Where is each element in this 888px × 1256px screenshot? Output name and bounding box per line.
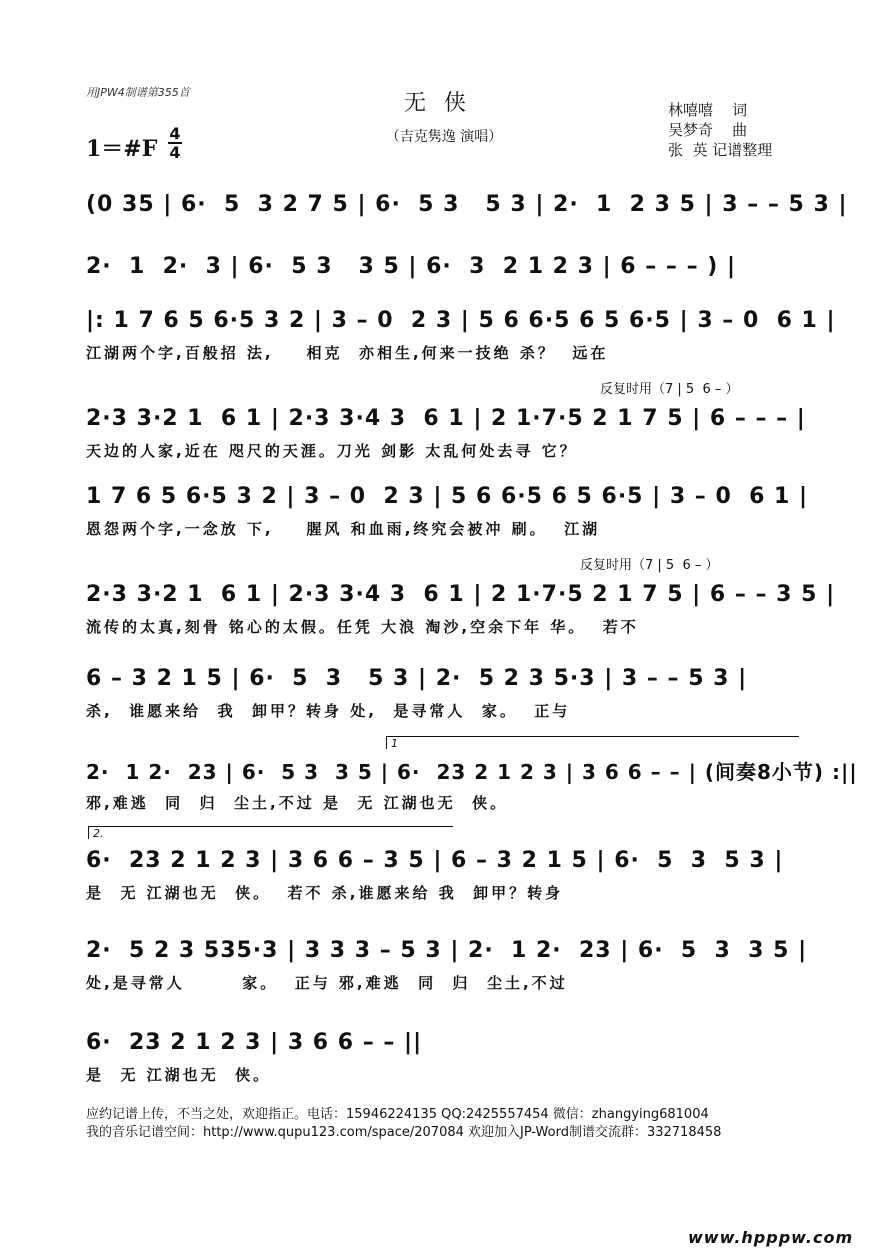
notation-line: |: 1 7 6 5 6·5 3 2 | 3 – 0 2 3 | 5 6 6·5 6 5 6·5 | 3 – 0 6 1 | [86,307,836,333]
lyric-line: 江湖两个字,百般招 法, 相克 亦相生,何来一技绝 杀？ 远在 [86,344,609,362]
repeat-hint: 反复时用（7 | 5 6 – ） [600,382,739,397]
time-signature-top: 4 [169,124,181,143]
song-title: 无侠 [403,91,484,116]
score-row-6 [86,574,836,636]
jpw-note: 用JPW4制谱第355首 [86,86,190,99]
repeat-hint: 反复时用（7 | 5 6 – ） [580,558,719,573]
credits-block [668,100,772,160]
score-row-5 [86,476,809,538]
score-row-11 [86,1022,806,1084]
lyric-line: 是 无 江湖也无 侠。 [86,1066,272,1084]
key-signature: 1＝#F [86,136,158,162]
notation-line: 1 7 6 5 6·5 3 2 | 3 – 0 2 3 | 5 6 6·5 6 5 6·5 | 3 – 0 6 1 | [86,483,809,509]
arranger-credit: 张 英 记谱整理 [668,141,773,159]
score-row-8 [86,750,858,812]
time-signature-bottom: 4 [169,143,181,162]
notation-line: 2·3 3·2 1 6 1 | 2·3 3·4 3 6 1 | 2 1·7·5 2 1 7 5 | 6 – – 3 5 | [86,581,836,607]
composer-credit: 吴梦奇 曲 [668,121,748,139]
lyric-line: 杀, 谁愿来给 我 卸甲？转身 处, 是寻常人 家。 正与 [86,702,571,720]
notation-line: 2·3 3·2 1 6 1 | 2·3 3·4 3 6 1 | 2 1·7·5 2 1 7 5 | 6 – – – | [86,405,806,431]
score-row-7 [86,658,806,720]
notation-line: 2· 5 2 3 535·3 | 3 3 3 – 5 3 | 2· 1 2· 23 | 6· 5 3 3 5 | [86,937,808,963]
notation-line: 6 – 3 2 1 5 | 6· 5 3 5 3 | 2· 5 2 3 5·3 | 3 – – 5 3 | [86,665,748,691]
lyric-line: 恩怨两个字,一念放 下, 腥风 和血雨,终究会被冲 刷。 江湖 [86,520,601,538]
notation-line: 6· 23 2 1 2 3 | 3 6 6 – 3 5 | 6 – 3 2 1 5 | 6· 5 3 5 3 | [86,847,784,873]
score-row-1 [86,184,848,224]
score-row-4 [86,398,806,460]
score-row-3 [86,300,836,362]
second-ending: 2. [88,826,453,839]
score-row-2 [86,246,806,286]
time-signature [168,126,182,160]
lyric-line: 邪,难逃 同 归 尘土,不过 是 无 江湖也无 侠。 [86,794,509,812]
first-ending: 1 [386,736,799,749]
lyric-line: 处,是寻常人 家。 正与 邪,难逃 同 归 尘土,不过 [86,974,568,992]
notation-line: 2· 1 2· 23 | 6· 5 3 3 5 | 6· 23 2 1 2 3 | 3 6 6 – – | (间奏8小节) :|| [86,759,858,784]
score-row-9 [86,840,806,902]
footer-notes [86,1106,721,1142]
lyricist-credit: 林嘻嘻 词 [668,101,748,119]
footer-contact: 应约记谱上传，不当之处，欢迎指正。电话：15946224135 QQ:2425557454 微信：zhangying681004 [86,1107,709,1122]
lyric-line: 天边的人家,近在 咫尺的天涯。刀光 剑影 太乱何处去寻 它？ [86,442,578,460]
notation-line: (0 35 | 6· 5 3 2 7 5 | 6· 5 3 5 3 | 2· 1 2 3 5 | 3 – – 5 3 | [86,191,848,217]
footer-space: 我的音乐记谱空间：http://www.qupu123.com/space/207084 欢迎加入JP-Word制谱交流群：332718458 [86,1125,722,1140]
notation-line: 6· 23 2 1 2 3 | 3 6 6 – – || [86,1029,423,1055]
notation-line: 2· 1 2· 3 | 6· 5 3 3 5 | 6· 3 2 1 2 3 | 6 – – – ) | [86,253,736,279]
score-row-10 [86,930,808,992]
watermark-site: www.hpppw.com [688,1228,854,1247]
performer-credit: （吉克隽逸 演唱） [385,129,503,145]
lyric-line: 流传的太真,刻骨 铭心的太假。任凭 大浪 淘沙,空余下年 华。 若不 [86,618,639,636]
lyric-line: 是 无 江湖也无 侠。 若不 杀,谁愿来给 我 卸甲？转身 [86,884,564,902]
